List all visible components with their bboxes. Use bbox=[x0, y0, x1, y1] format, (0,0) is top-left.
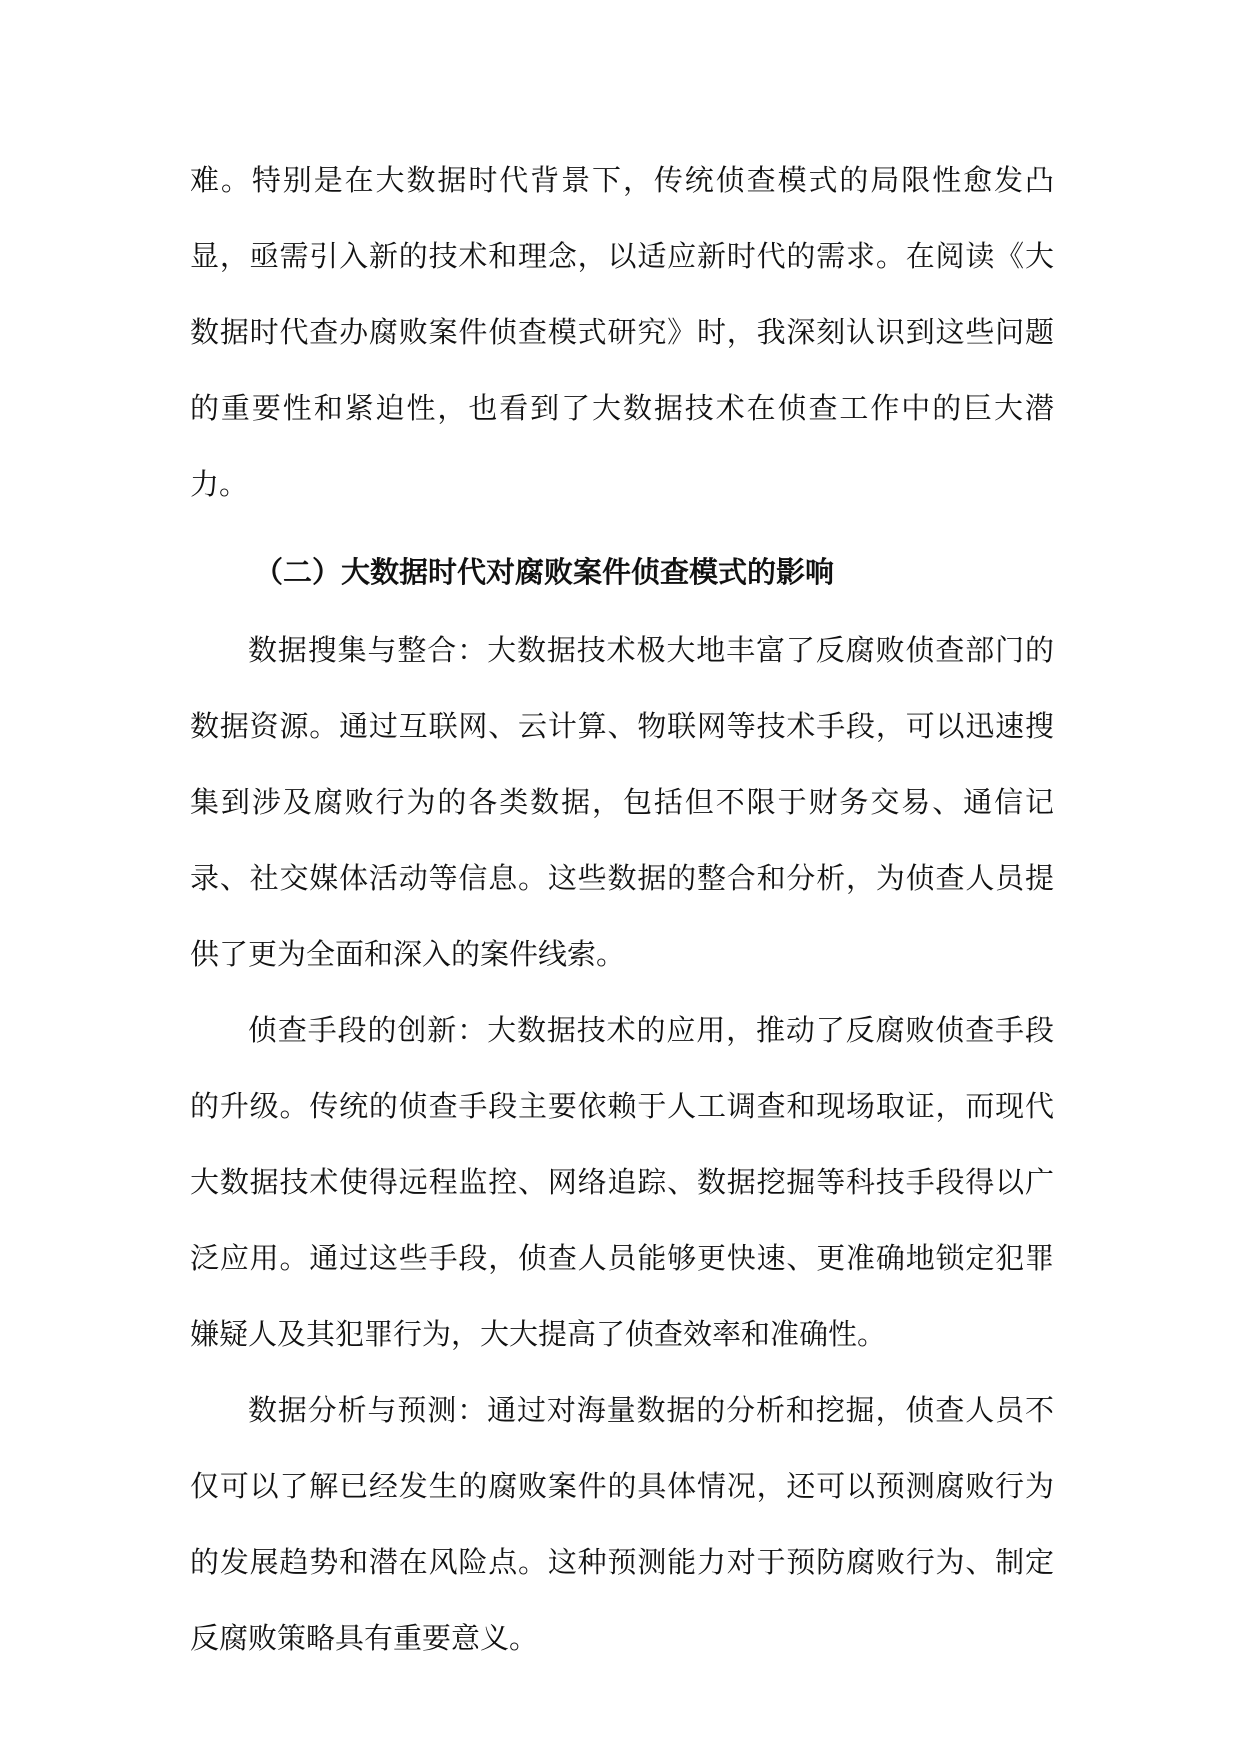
section-heading: （二）大数据时代对腐败案件侦查模式的影响 bbox=[254, 555, 835, 589]
paragraph-continuation: 难。特别是在大数据时代背景下，传统侦查模式的局限性愈发凸显，亟需引入新的技术和理念，以适应新时代的需求。在阅读《大数据时代查办腐败案件侦查模式研究》时，我深刻认识到这些问题的重要性和紧迫性，也看到了大数据技术在侦查工作中的巨大潜力。 bbox=[190, 163, 1054, 501]
paragraph-data-analysis: 数据分析与预测：通过对海量数据的分析和挖掘，侦查人员不仅可以了解已经发生的腐败案件的具体情况，还可以预测腐败行为的发展趋势和潜在风险点。这种预测能力对于预防腐败行为、制定反腐败策略具有重要意义。 bbox=[190, 1393, 1054, 1655]
document-body bbox=[190, 142, 1054, 1676]
paragraph-data-collection: 数据搜集与整合：大数据技术极大地丰富了反腐败侦查部门的数据资源。通过互联网、云计算、物联网等技术手段，可以迅速搜集到涉及腐败行为的各类数据，包括但不限于财务交易、通信记录、社交媒体活动等信息。这些数据的整合和分析，为侦查人员提供了更为全面和深入的案件线索。 bbox=[190, 633, 1054, 971]
paragraph-investigation-innovation: 侦查手段的创新：大数据技术的应用，推动了反腐败侦查手段的升级。传统的侦查手段主要依赖于人工调查和现场取证，而现代大数据技术使得远程监控、网络追踪、数据挖掘等科技手段得以广泛应用。通过这些手段，侦查人员能够更快速、更准确地锁定犯罪嫌疑人及其犯罪行为，大大提高了侦查效率和准确性。 bbox=[190, 1013, 1054, 1351]
